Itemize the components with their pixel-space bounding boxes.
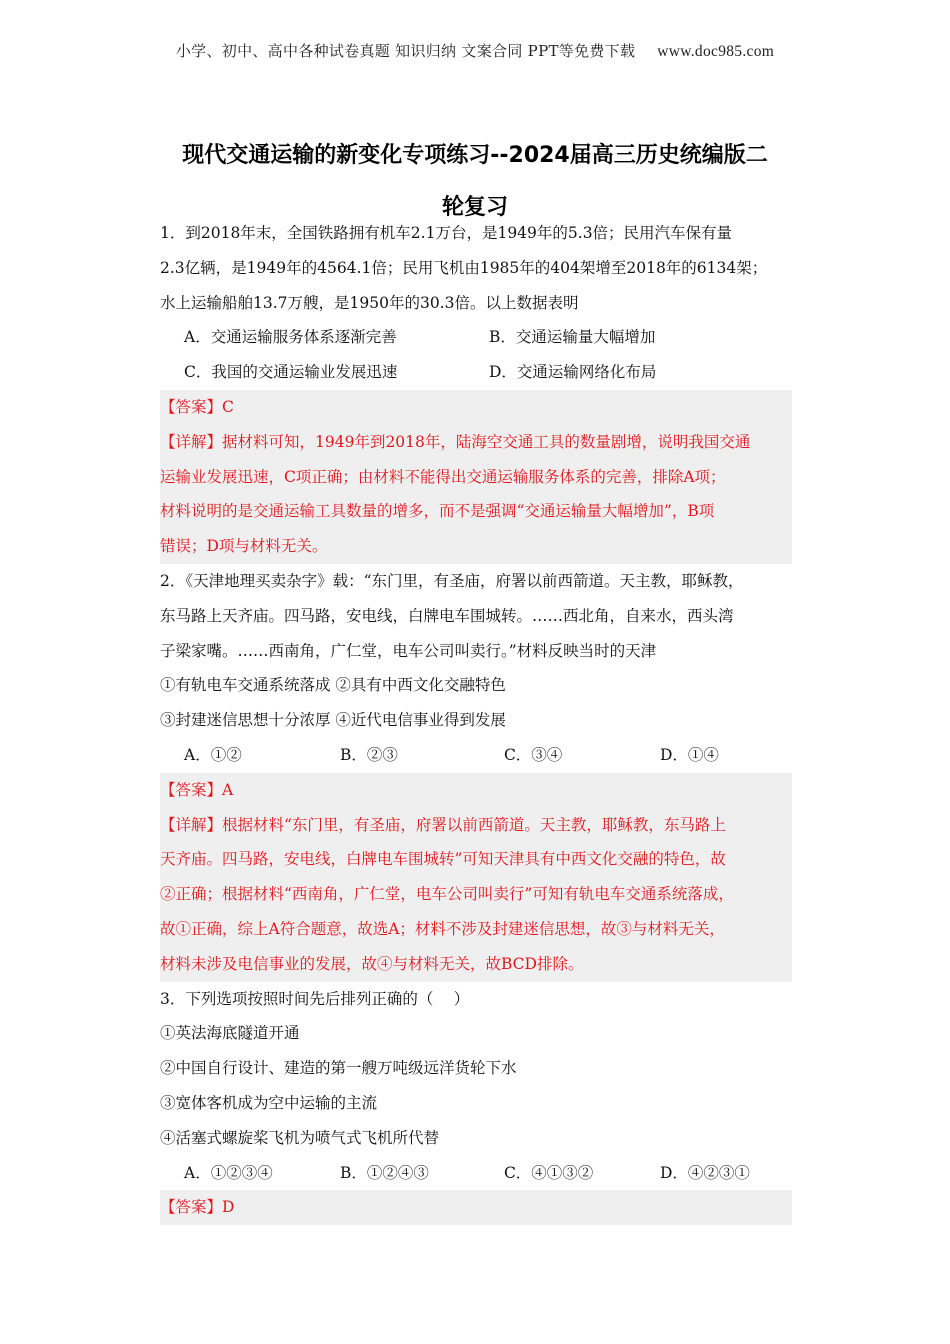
document-body [160, 216, 792, 1225]
analysis-line: 材料未涉及电信事业的发展，故④与材料无关，故BCD排除。 [160, 954, 584, 973]
option-c: C．③④ [503, 745, 563, 764]
answer-block [160, 773, 792, 982]
question-3 [160, 982, 792, 1226]
analysis-line: 【详解】根据材料“东门里，有圣庙，府署以前西箭道。天主教，耶稣教，东马路上 [160, 815, 726, 834]
option-c: C．④①③② [503, 1163, 594, 1182]
header-url[interactable]: www.doc985.com [657, 43, 775, 60]
option-b: B．①②④③ [340, 1163, 429, 1182]
question-2-statement: ③封建迷信思想十分浓厚 ④近代电信事业得到发展 [160, 711, 506, 730]
option-a: A．交通运输服务体系逐渐完善 [184, 328, 397, 347]
answer-label: 【答案】A [160, 780, 234, 799]
analysis-line: 天齐庙。四马路，安电线，白牌电车围城转”可知天津具有中西文化交融的特色，故 [160, 850, 726, 869]
question-2-stem-line: 子梁家嘴。……西南角，广仁堂，电车公司叫卖行。”材料反映当时的天津 [160, 641, 657, 660]
question-1 [160, 216, 792, 564]
analysis-line: 材料说明的是交通运输工具数量的增多，而不是强调“交通运输量大幅增加”，B项 [160, 502, 715, 521]
header-text: 小学、初中、高中各种试卷真题 知识归纳 文案合同 PPT等免费下载 [175, 42, 636, 60]
analysis-line: 故①正确，综上A符合题意，故选A；材料不涉及封建迷信思想，故③与材料无关， [160, 919, 725, 938]
question-1-stem-line: 1．到2018年末，全国铁路拥有机车2.1万台，是1949年的5.3倍；民用汽车保有量 [160, 224, 733, 242]
option-a: A．①② [184, 745, 242, 764]
option-c: C．我国的交通运输业发展迅速 [184, 363, 398, 382]
analysis-line: ②正确；根据材料“西南角，广仁堂，电车公司叫卖行”可知有轨电车交通系统落成， [160, 885, 734, 904]
question-3-stem-line: 3．下列选项按照时间先后排列正确的（ ） [160, 989, 470, 1008]
question-2-stem-line: 2．《天津地理买卖杂字》载：“东门里，有圣庙，府署以前西箭道。天主教，耶稣教， [160, 571, 744, 590]
analysis-line: 运输业发展迅速，C项正确；由材料不能得出交通运输服务体系的完善，排除A项； [160, 467, 726, 486]
question-2 [160, 564, 792, 982]
question-3-statement: ③宽体客机成为空中运输的主流 [160, 1093, 378, 1112]
question-1-options [160, 355, 792, 390]
answer-label: 【答案】C [160, 397, 234, 416]
question-3-statement: ④活塞式螺旋桨飞机为喷气式飞机所代替 [160, 1128, 440, 1147]
option-b: B．②③ [340, 745, 398, 764]
question-1-stem-line: 水上运输船舶13.7万艘，是1950年的30.3倍。以上数据表明 [160, 293, 579, 312]
answer-label: 【答案】D [160, 1198, 235, 1217]
answer-block [160, 390, 792, 564]
title-line-2: 轮复习 [441, 195, 508, 220]
question-1-stem-line: 2.3亿辆，是1949年的4564.1倍；民用飞机由1985年的404架增至2018年的6134架； [160, 258, 768, 277]
answer-block [160, 1190, 792, 1225]
question-2-options [160, 738, 792, 773]
question-1-options [160, 320, 792, 355]
title-line-1: 现代交通运输的新变化专项练习--2024届高三历史统编版二 [182, 143, 768, 168]
option-a: A．①②③④ [184, 1163, 273, 1182]
option-d: D．①④ [659, 745, 719, 764]
page-header [0, 40, 950, 61]
question-2-statement: ①有轨电车交通系统落成 ②具有中西文化交融特色 [160, 676, 506, 695]
question-3-options [160, 1156, 792, 1191]
option-b: B．交通运输量大幅增加 [489, 328, 656, 347]
question-3-statement: ②中国自行设计、建造的第一艘万吨级远洋货轮下水 [160, 1059, 517, 1078]
question-2-stem-line: 东马路上天齐庙。四马路，安电线，白牌电车围城转。……西北角，自来水，西头湾 [160, 606, 734, 625]
analysis-line: 【详解】据材料可知，1949年到2018年，陆海空交通工具的数量剧增，说明我国交通 [160, 432, 751, 451]
question-3-statement: ①英法海底隧道开通 [160, 1024, 300, 1043]
option-d: D．④②③① [659, 1163, 750, 1182]
analysis-line: 错误；D项与材料无关。 [160, 537, 328, 556]
option-d: D．交通运输网络化布局 [489, 363, 657, 382]
